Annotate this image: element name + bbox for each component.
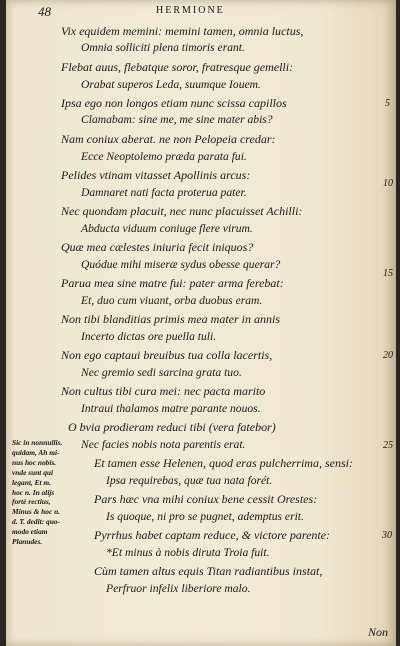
verse-line: Vix equidem memini: memini tamen, omnia luctus, [61,24,304,38]
page-header [6,4,396,20]
verse-line: Perfruor infelix liberiore malo. [106,582,251,595]
verse-line: Ipsa requirebas, quæ tua nata forét. [106,474,273,487]
verse-line: Pelides vtinam vitasset Apollinis arcus: [61,168,251,182]
verse-line: Nec facies nobis nota parentis erat. [81,438,246,451]
verse-line: Et tamen esse Helenen, quod eras pulcherrima, sensi: [94,456,353,470]
verse-line: Non cultus tibi cura mei: nec pacta marito [61,384,266,398]
verse-line: Orabat superos Leda, suumque Iouem. [81,78,261,91]
verse-line: Flebat auus, flebatque soror, fratresque gemelli: [61,60,294,74]
line-number: 25 [383,440,393,451]
marginal-note-line: vnde sunt qui [12,467,54,477]
book-page [6,0,396,646]
verse-line: Non tibi blanditias primis mea mater in annis [61,312,281,326]
line-number: 15 [383,268,393,279]
verse-line: Ecce Neoptolemo præda parata fui. [81,150,247,163]
line-number: 20 [383,350,393,361]
verse-line: Damnaret nati facta proterua pater. [81,186,247,199]
verse-line: Is quoque, ni pro se pugnet, ademptus erit. [106,510,304,523]
catchword: Non [368,625,389,639]
verse-line: Abducta viduum coniuge flere virum. [81,222,253,235]
verse-line: Omnia solliciti plena timoris erant. [81,41,245,54]
marginal-note-line: d. T. dedit: quo- [12,517,60,527]
verse-line: O bvia prodieram reduci tibi (vera fatebor) [68,420,276,434]
running-head: HERMIONE [156,5,225,16]
verse-line: Pars hæc vna mihi coniux bene cessit Orestes: [94,492,318,506]
marginal-note [12,438,90,547]
verse-line: Quódue mihi miseræ sydus obesse querar? [81,258,281,271]
marginal-note-line: nus hoc nobis. [12,457,57,467]
marginal-note-line: Sic in nonnullis. [12,438,63,447]
marginal-note-line: Planudes. [12,537,43,547]
line-number: 10 [383,178,393,189]
verse-line: Non ego captaui breuibus tua colla lacertis, [61,348,273,362]
marginal-note-line: legant, Et m. [12,477,52,487]
verse-line: Nec quondam placuit, nec nunc placuisset Achilli: [61,204,303,218]
line-number: 5 [385,98,390,109]
verse-line: Pyrrhus habet captam reduce, & victore parente: [94,528,331,542]
verse-line: Parua mea sine matre fui: pater arma ferebat: [61,276,284,290]
marginal-note-line: modo etiam [12,527,48,537]
verse-line: Nec gremio sedi sarcina grata tuo. [81,366,242,379]
marginal-note-line: quidam, Ah mi- [12,447,60,457]
verse-line: Et, duo cum viuant, orba duobus eram. [81,294,263,307]
verse-line: *Et minus à nobis diruta Troia fuit. [106,546,270,559]
verse-line: Ipsa ego non longos etiam nunc scissa capillos [61,96,287,110]
line-number: 30 [382,530,392,541]
verse-line: Cùm tamen altus equis Titan radiantibus instat, [94,564,323,578]
verse-line: Incerto dictas ore puella tuli. [81,330,217,343]
verse-line: Intraui thalamos matre parante nouos. [81,402,261,415]
marginal-note-line: hoc n. In alijs [12,487,55,497]
marginal-note-line: Minus & hoc n. [12,507,61,517]
marginal-note-line: fortè rectius, [12,497,51,507]
verse-line: Quæ mea cælestes iniuria fecit iniquos? [61,240,254,254]
verse-line: Clamabam: sine me, me sine mater abis? [81,113,273,126]
page-number: 48 [38,4,51,19]
verse-line: Nam coniux aberat. ne non Pelopeia credar: [61,132,276,146]
